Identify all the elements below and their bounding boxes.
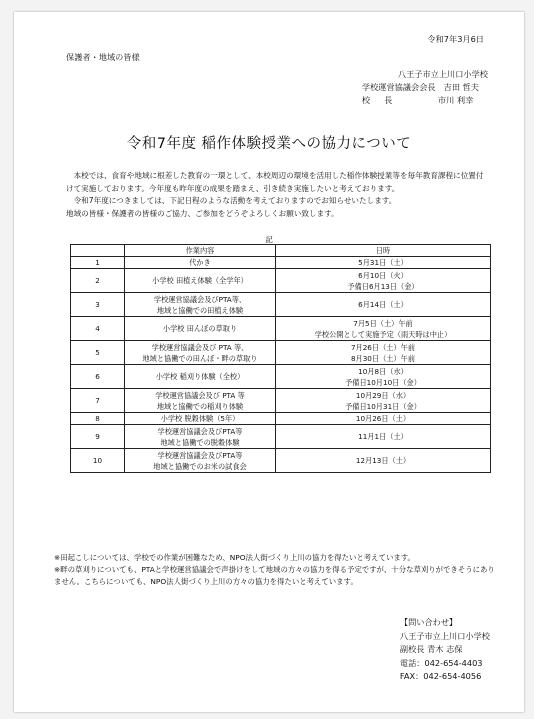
row-date: [276, 317, 491, 341]
date-line: 5月31日（土）: [358, 258, 408, 267]
principal-name: 市川 利幸: [437, 95, 474, 105]
row-task: [125, 365, 276, 389]
date-line: 12月13日（土）: [355, 456, 411, 465]
row-date: [276, 365, 491, 389]
schedule-table: [70, 244, 491, 473]
council-label: 学校運営協議会会長: [361, 82, 436, 92]
table-row: [71, 257, 491, 269]
task-line: 地域と協働でのお米の試食会: [153, 461, 247, 471]
table-header-row: [71, 245, 491, 257]
contact-person: 副校長 青木 志保: [399, 644, 463, 654]
contact-fax: FAX：042-654-4056: [399, 671, 482, 681]
task-line: 地域と協働での稲刈り体験: [156, 401, 244, 411]
task-line: 地域と協働での脱穀体験: [160, 437, 240, 447]
document-page: [14, 12, 524, 712]
row-number: 4: [71, 317, 125, 341]
date-line: 予備日10月10日（金）: [345, 377, 421, 387]
table-row: [71, 293, 491, 317]
row-number: 2: [71, 269, 125, 293]
task-line: 小学校 稲刈り体験（全校）: [155, 372, 245, 381]
table-row: [71, 413, 491, 425]
date-line: 予備日10月31日（金）: [345, 401, 421, 411]
council-chair: [362, 81, 488, 94]
row-task: [125, 293, 276, 317]
date-line: 10月29日（水）: [355, 390, 411, 400]
task-line: 学校運営協議会及びPTA等: [157, 450, 243, 460]
row-number: 6: [71, 365, 125, 389]
contact-tel: 電話：042-654-4403: [399, 657, 483, 668]
date-line: 10月8日（水）: [358, 366, 408, 376]
task-line: 地域と協働での田植え体験: [156, 305, 244, 315]
task-line: 学校運営協議会及びPTA等、: [153, 294, 247, 304]
date-line: 学校公開として実施予定（雨天時は中止）: [314, 329, 452, 339]
date-line: 6月14日（土）: [358, 300, 408, 309]
row-number: 7: [71, 389, 125, 413]
row-task: [125, 317, 276, 341]
task-line: 小学校 田んぼの草取り: [162, 324, 238, 333]
body-paragraph-1: 本校では、食育や地域に根差した教育の一環として、本校周辺の環境を活用した稲作体験授業等を毎年教育課程に位置付けて実施しております。今年度も昨年度の成果を踏まえ、引き続き実施したいと考えております。: [66, 171, 484, 193]
table-row: [71, 269, 491, 293]
council-name: 吉田 哲夫: [443, 82, 479, 92]
table-row: [71, 389, 491, 413]
table-body: [71, 257, 491, 473]
header-date: 日時: [276, 245, 491, 257]
date-line: 11月1日（土）: [358, 432, 408, 441]
note-2: ※畔の草刈りについても、PTAと学校運営協議会で声掛けをして地域の方々の協力を得る予定ですが、十分な草刈りができそうにありません。こちらについても、NPO法人街づくり上川の方々の協力を得たいと考えています。: [54, 565, 495, 586]
row-number: 8: [71, 413, 125, 425]
task-line: 学校運営協議会及び PTA 等、: [151, 342, 249, 352]
task-line: 代かき: [189, 258, 211, 267]
row-date: [276, 449, 491, 473]
row-date: [276, 269, 491, 293]
task-line: 学校運営協議会及びPTA等: [157, 426, 243, 436]
header-no: [71, 245, 125, 257]
row-task: [125, 269, 276, 293]
row-task: [125, 413, 276, 425]
row-number: 5: [71, 341, 125, 365]
task-line: 小学校 脱穀体験（5年）: [160, 414, 240, 423]
row-date: [276, 425, 491, 449]
date-line: 8月30日（土）午前: [350, 353, 416, 363]
row-date: [276, 293, 491, 317]
contact-school: 八王子市立上川口小学校: [399, 630, 490, 641]
note-1: ※田起こしについては、学校での作業が困難なため、NPO法人街づくり上川の協力を得たいと考えています。: [54, 553, 415, 562]
body-paragraph-2: 令和7年度につきましては、下記日程のような活動を考えておりますのでお知らせいたします。: [73, 196, 397, 205]
row-number: 3: [71, 293, 125, 317]
date-line: 7月26日（土）午前: [350, 342, 416, 352]
row-task: [125, 257, 276, 269]
contact-block: [400, 616, 490, 684]
recipient: 保護者・地域の皆様: [66, 52, 140, 62]
row-task: [125, 389, 276, 413]
task-line: 小学校 田植え体験（全学年）: [152, 276, 248, 285]
table-row: [71, 317, 491, 341]
principal: [362, 94, 488, 107]
task-line: 学校運営協議会及び PTA 等: [155, 390, 245, 400]
contact-heading: 【問い合わせ】: [399, 617, 458, 627]
date-line: 6月10日（火）: [358, 270, 408, 280]
notes: [54, 552, 502, 588]
row-task: [125, 341, 276, 365]
document-date: 令和7年3月6日: [427, 34, 484, 44]
table-row: [71, 425, 491, 449]
table-row: [71, 449, 491, 473]
row-task: [125, 449, 276, 473]
row-date: [276, 389, 491, 413]
table-row: [71, 341, 491, 365]
row-number: 9: [71, 425, 125, 449]
row-date: [276, 341, 491, 365]
task-line: 地域と協働での田んぼ・畔の草取り: [142, 353, 258, 363]
ki-marker: 記: [265, 235, 273, 244]
row-number: 1: [71, 257, 125, 269]
date-line: 7月5日（土）午前: [353, 318, 413, 328]
document-title: 令和7年度 稲作体験授業への協力について: [126, 136, 412, 152]
row-task: [125, 425, 276, 449]
table-row: [71, 365, 491, 389]
sender-block: [362, 68, 488, 107]
date-line: 予備日6月13日（金）: [347, 281, 419, 291]
row-number: 10: [71, 449, 125, 473]
header-task: 作業内容: [125, 245, 276, 257]
body-paragraph-3: 地域の皆様・保護者の皆様のご協力、ご参加をどうぞよろしくお願い致します。: [66, 208, 339, 218]
date-line: 10月26日（土）: [355, 414, 411, 423]
principal-label: 校長: [361, 95, 407, 105]
row-date: [276, 257, 491, 269]
body-text: [66, 170, 486, 220]
row-date: [276, 413, 491, 425]
school-name: 八王子市立上川口小学校: [397, 69, 488, 79]
